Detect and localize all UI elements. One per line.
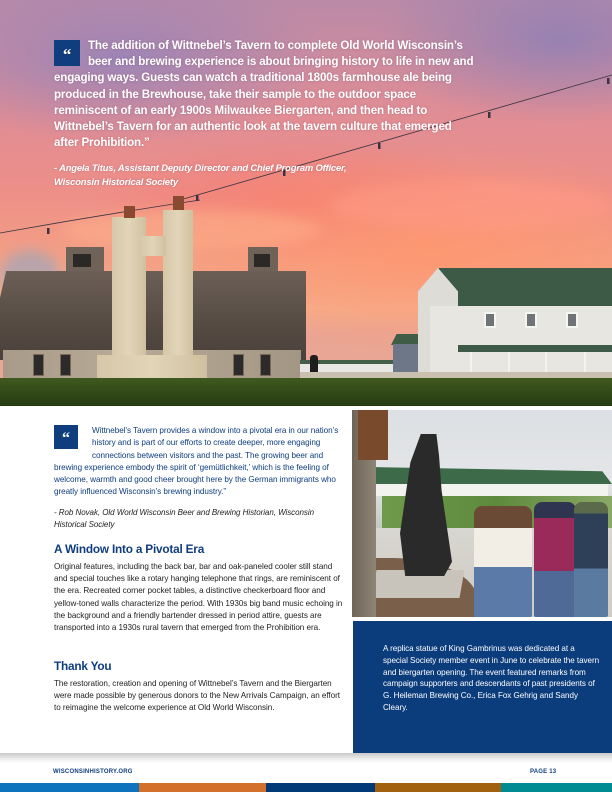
pull-quote-attribution: - Rob Novak, Old World Wisconsin Beer and Brewing Historian, Wisconsin Historical Society — [54, 507, 315, 529]
chimney-base — [97, 355, 207, 378]
section-title: A Window Into a Pivotal Era — [54, 542, 205, 556]
porch-post — [545, 352, 547, 374]
section-body: The restoration, creation and opening of Wittnebel’s Tavern and the Biergarten were made possible by generous donors to the New Arrivals Campaign, an effort to reimagine the welcome experience at Old World Wisconsin. — [54, 679, 340, 713]
quote-mark-icon: “ — [54, 40, 80, 66]
lawn — [0, 378, 612, 406]
dormer-window — [73, 254, 91, 267]
section-body: Original features, including the back bar, bar and oak-paneled cooler still stand and special touches like a rotary hanging telephone that rings, are reminiscent of the era. Recreated corner pocket tables, a distinctive checkerboard floor and yellow-toned walls characterize the period. With 1930s big band music echoing in the background and a friendly bartender dressed in period attire, guests are transported into a 1930s rural tavern that emerged from the Prohibition era. — [54, 562, 343, 633]
statue-photo — [352, 410, 612, 617]
building-eave — [358, 410, 388, 460]
colorbar-segment — [501, 783, 612, 792]
chimney — [163, 210, 193, 378]
attribution-name: - Angela Titus, Assistant Deputy Director and Chief Program Officer, — [54, 162, 347, 174]
footer-website-link[interactable]: WISCONSINHISTORY.ORG — [53, 769, 133, 775]
colorbar-segment — [375, 783, 501, 792]
hero-quote-text: The addition of Wittnebel’s Tavern to complete Old World Wisconsin’s beer and brewing experience is about bringing history to life in new and engaging ways. Guests can watch a traditional 1800s farmhouse ale being produced in the Brewhouse, take their sample to the outdoor space reminiscent of an early 1900s Milwaukee Biergarten, and then head to Wittnebel’s Tavern for an authentic look at the tavern culture that emerged after Prohibition.” — [54, 39, 474, 150]
pavilion-roof — [368, 467, 612, 484]
porch-post — [470, 352, 472, 374]
page-number: PAGE 13 — [530, 769, 557, 775]
colorbar-segment — [139, 783, 266, 792]
pull-quote-text: Wittnebel’s Tavern provides a window into a pivotal era in our nation’s history and is part of our efforts to create deeper, more engaging connections between visitors and the past. The growing beer and brewing experience embody the spirit of ‘gemütlichkeit,’ which is the feeling of welcome, warmth and good cheer brought here by the German immigrants who greatly influenced Wisconsin’s brewing industry.” — [54, 426, 339, 497]
window — [566, 312, 578, 328]
visitor — [574, 502, 608, 617]
pull-quote — [54, 425, 344, 531]
footer-colorbar — [0, 783, 612, 792]
chimney-arch — [140, 236, 166, 256]
pavilion-band — [368, 484, 608, 496]
caption-box — [353, 621, 612, 753]
footer-shadow — [0, 753, 612, 763]
dormer-window — [254, 254, 270, 267]
visitor — [474, 506, 532, 617]
window — [484, 312, 496, 328]
window — [33, 354, 44, 376]
window — [260, 354, 271, 376]
chimney-cap — [173, 196, 184, 210]
porch-roof — [458, 345, 612, 352]
visitor — [534, 502, 576, 617]
brewhouse-roof — [0, 271, 306, 360]
quote-mark-icon: “ — [54, 425, 78, 449]
window — [525, 312, 537, 328]
colorbar-segment — [266, 783, 375, 792]
porch-post — [584, 352, 586, 374]
porch-post — [508, 352, 510, 374]
window — [60, 354, 71, 376]
window — [233, 354, 244, 376]
attribution-org: Wisconsin Historical Society — [54, 176, 178, 188]
section-title: Thank You — [54, 659, 112, 673]
chimney-cap — [124, 206, 135, 218]
colorbar-segment — [0, 783, 139, 792]
hero-quote-attribution — [54, 161, 474, 189]
caption-text: A replica statue of King Gambrinus was dedicated at a special Society member event in June to celebrate the tavern and biergarten opening. The event featured remarks from campaign supporters and descendants of past presidents of G. Heileman Brewing Co., Erica Fox Gehrig and Sandy Cleary. — [383, 644, 600, 712]
hero-quote — [54, 38, 474, 189]
